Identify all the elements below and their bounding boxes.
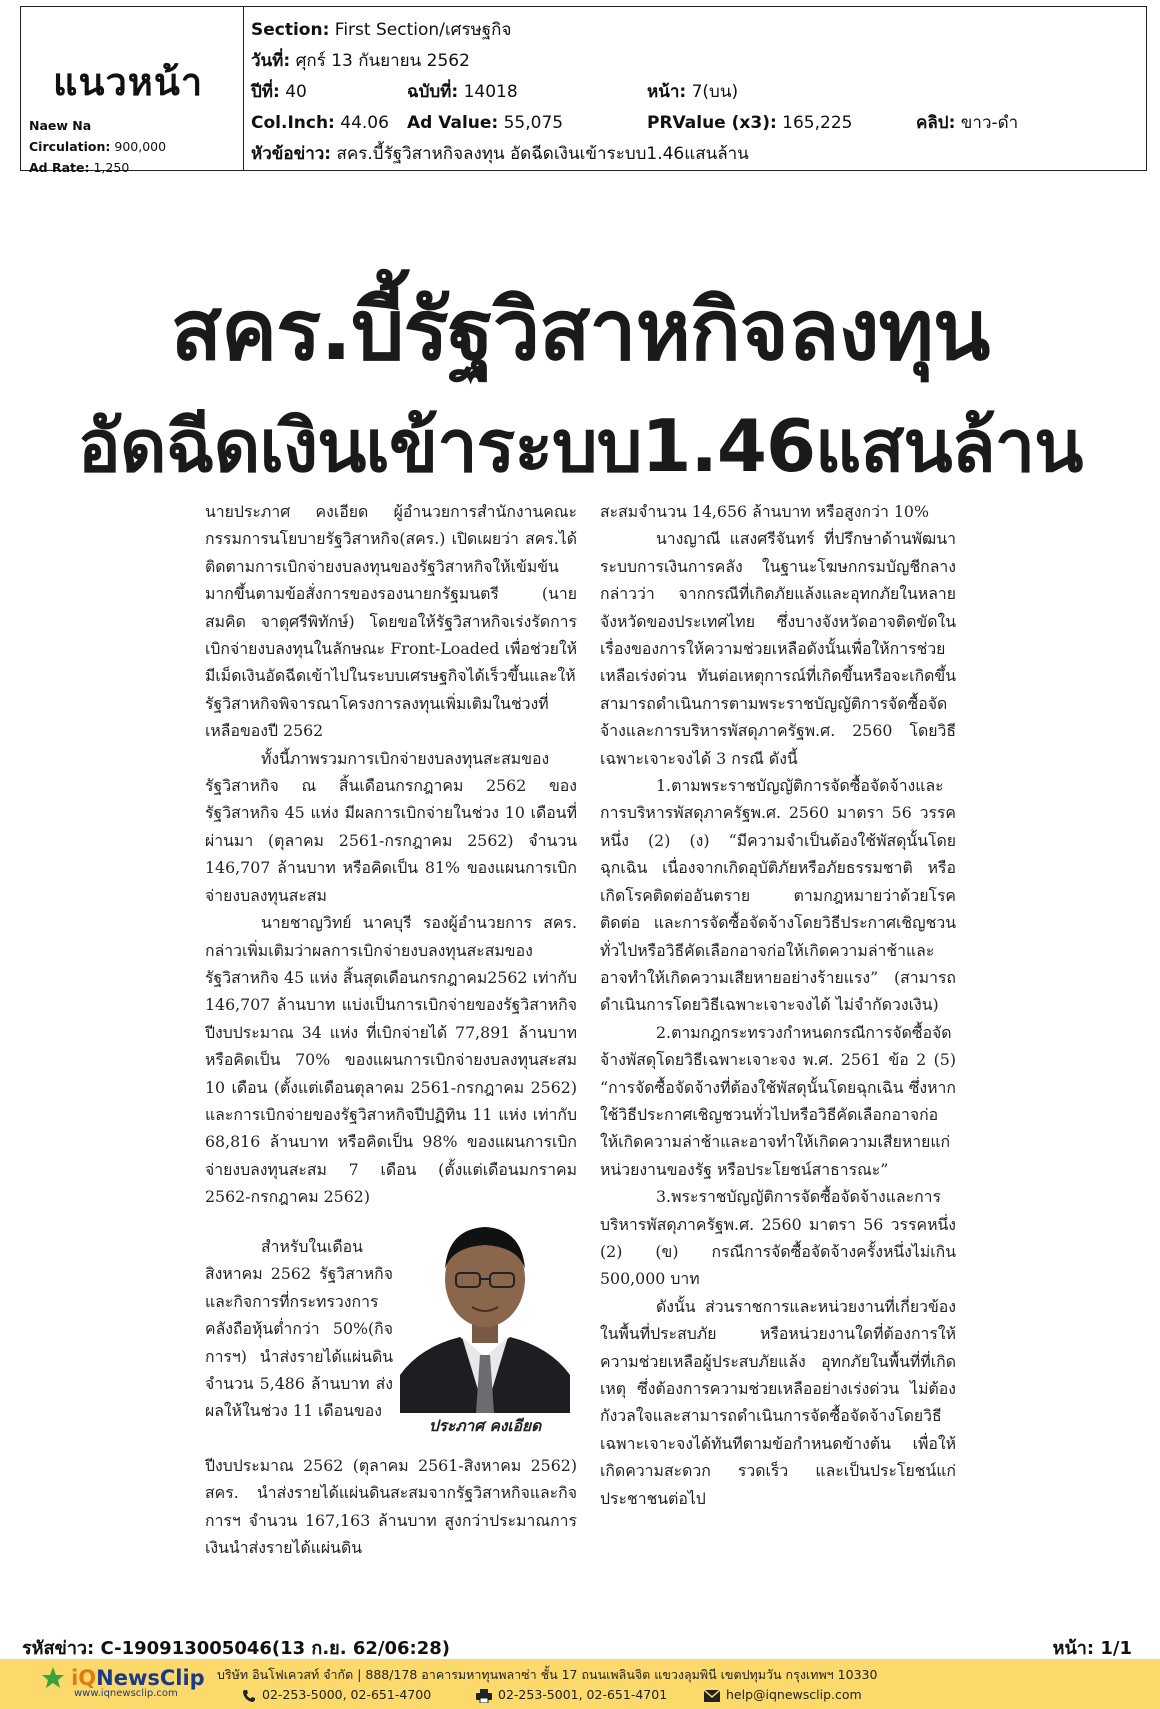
headline-line-2: อัดฉีดเงินเข้าระบบ1.46แสนล้าน — [77, 404, 1083, 488]
iqnewsclip-mark-icon — [40, 1665, 66, 1691]
article-paragraph: ปีงบประมาณ 2562 (ตุลาคม 2561-สิงหาคม 2562) สคร. นำส่งรายได้แผ่นดินสะสมจากรัฐวิสาหกิจและกิจการฯ จำนวน 167,163 ล้านบาท สูงกว่าประมาณการเงินนำส่งรายได้แผ่นดิน — [205, 1456, 577, 1558]
footer-bar — [0, 1659, 1160, 1709]
value-row — [251, 108, 1141, 139]
circulation-label: Circulation: — [29, 139, 111, 154]
footer-address: บริษัท อินโฟเควสท์ จำกัด | 888/178 อาคารมหาทุนพลาซ่า ชั้น 17 ถนนเพลินจิต แขวงลุมพินี เขตปทุมวัน กรุงเทพฯ 10330 — [217, 1667, 878, 1682]
colinch-label: Col.Inch: — [251, 113, 335, 133]
article-paragraph: สำหรับในเดือนสิงหาคม 2562 รัฐวิสาหกิจและกิจการที่กระทรวงการคลังถือหุ้นต่ำกว่า 50%(กิจการฯ) นำส่งรายได้แผ่นดิน จำนวน 5,486 ล้านบาท ส่งผลให้ในช่วง 11 เดือนของ — [205, 1237, 393, 1421]
page-number: หน้า: 1/1 — [1052, 1638, 1132, 1659]
year-value: 40 — [285, 82, 307, 102]
article-paragraph: นายชาญวิทย์ นาคบุรี รองผู้อำนวยการ สคร. กล่าวเพิ่มเติมว่าผลการเบิกจ่ายงบลงทุนสะสมของรัฐวิสาหกิจ 45 แห่ง สิ้นสุดเดือนกรกฎาคม2562 เท่ากับ 146,707 ล้านบาท แบ่งเป็นการเบิกจ่ายของรัฐวิสาหกิจปีงบประมาณ 34 แห่ง ที่เบิกจ่ายได้ 77,891 ล้านบาท หรือคิดเป็น 70% ของแผนการเบิกจ่ายงบลงทุนสะสม 10 เดือน (ตั้งแต่เดือนตุลาคม 2561-กรกฎาคม 2562) และการเบิกจ่ายของรัฐวิสาหกิจปีปฏิทิน 11 แห่ง เท่ากับ 68,816 ล้านบาท หรือคิดเป็น 98% ของแผนการเบิกจ่ายงบลงทุนสะสม 7 เดือน (ตั้งแต่เดือนมกราคม 2562-กรกฎาคม 2562) — [205, 913, 577, 1207]
email-icon — [704, 1690, 720, 1702]
page-label: หน้า: — [647, 82, 687, 102]
article-column-1 — [205, 498, 577, 1211]
headline-row — [251, 139, 1141, 170]
fax-numbers: 02-253-5001, 02-651-4701 — [498, 1687, 668, 1702]
news-id: รหัสข่าว: C-190913005046(13 ก.ย. 62/06:28) — [22, 1638, 450, 1659]
issue-label: ฉบับที่: — [407, 82, 459, 102]
brand-name — [71, 1666, 205, 1690]
article-paragraph: 3.พระราชบัญญัติการจัดซื้อจัดจ้างและการบริหารพัสดุภาครัฐพ.ศ. 2560 มาตรา 56 วรรคหนึ่ง (2) (ข) กรณีการจัดซื้อจัดจ้างครั้งหนึ่งไม่เกิน 500,000 บาท — [600, 1187, 956, 1289]
prvalue-value: 165,225 — [782, 113, 853, 133]
publication-box — [21, 7, 244, 175]
page-value: 7(บน) — [691, 82, 739, 102]
clip-metadata — [251, 15, 1141, 170]
article-column-1-wrap — [205, 1233, 393, 1425]
ad-rate-value: 1,250 — [93, 160, 130, 175]
photo-caption: ประภาศ คงเอียด — [428, 1416, 542, 1435]
colinch-value: 44.06 — [340, 113, 389, 133]
email-contact — [704, 1687, 862, 1702]
date-label: วันที่: — [251, 51, 291, 71]
section-label: Section: — [251, 20, 330, 40]
brand-prefix: iQ — [71, 1666, 97, 1690]
phone-numbers: 02-253-5000, 02-651-4700 — [262, 1687, 432, 1702]
section-row — [251, 15, 1141, 46]
article-paragraph: 2.ตามกฎกระทรวงกำหนดกรณีการจัดซื้อจัดจ้างพัสดุโดยวิธีเฉพาะเจาะจง พ.ศ. 2561 ข้อ 2 (5) “การจัดซื้อจัดจ้างที่ต้องใช้พัสดุนั้นโดยฉุกเฉิน ซึ่งหากใช้วิธีประกาศเชิญชวนทั่วไปหรือวิธีคัดเลือกอาจก่อให้เกิดความล่าช้าและอาจทำให้เกิดความเสียหายแก่หน่วยงานของรัฐ หรือประโยชน์สาธารณะ” — [600, 1022, 956, 1179]
clip-header — [20, 6, 1147, 175]
circulation-row — [29, 136, 166, 157]
article-paragraph: สะสมจำนวน 14,656 ล้านบาท หรือสูงกว่า 10% — [600, 502, 929, 521]
publication-name: Naew Na — [29, 118, 92, 133]
issue-row — [251, 77, 1141, 108]
advalue-value: 55,075 — [503, 113, 564, 133]
phone-contact — [242, 1687, 431, 1703]
fax-contact — [476, 1687, 667, 1703]
headline-label: หัวข้อข่าว: — [251, 144, 332, 164]
prvalue-label: PRValue (x3): — [647, 113, 777, 133]
section-value: First Section/เศรษฐกิจ — [334, 20, 512, 40]
phone-icon — [242, 1689, 256, 1703]
article-paragraph: นายประภาศ คงเอียด ผู้อำนวยการสำนักงานคณะกรรมการนโยบายรัฐวิสาหกิจ(สคร.) เปิดเผยว่า สคร.ได้ติดตามการเบิกจ่ายงบลงทุนของรัฐวิสาหกิจให้เข้มข้นมากขึ้นตามข้อสั่งการของรองนายกรัฐมนตรี (นายสมคิด จาตุศรีพิทักษ์) โดยขอให้รัฐวิสาหกิจเร่งรัดการเบิกจ่ายงบลงทุนในลักษณะ Front-Loaded เพื่อช่วยให้มีเม็ดเงินอัดฉีดเข้าไปในระบบเศรษฐกิจได้เร็วขึ้นและให้รัฐวิสาหกิจพิจารณาโครงการลงทุนเพิ่มเติมในช่วงที่เหลือของปี 2562 — [205, 502, 577, 741]
clip-value: ขาว-ดำ — [960, 113, 1019, 133]
circulation-value: 900,000 — [114, 139, 167, 154]
article-paragraph: ดังนั้น ส่วนราชการและหน่วยงานที่เกี่ยวข้องในพื้นที่ประสบภัย หรือหน่วยงานใดที่ต้องการให้ความช่วยเหลือผู้ประสบภัยแล้ง อุทกภัยในพื้นที่ที่เกิดเหตุ ซึ่งต้องการความช่วยเหลืออย่างเร่งด่วน ไม่ต้องกังวลใจและสามารถดำเนินการจัดซื้อจัดจ้างโดยวิธีเฉพาะเจาะจงได้ทันทีตามข้อกำหนดข้างต้น เพื่อให้เกิดความสะดวก รวดเร็ว และเป็นประโยชน์แก่ประชาชนต่อไป — [600, 1296, 956, 1508]
brand-url: www.iqnewsclip.com — [74, 1688, 178, 1699]
ad-rate-label: Ad Rate: — [29, 160, 90, 175]
portrait-illustration — [400, 1207, 570, 1413]
article-paragraph: 1.ตามพระราชบัญญัติการจัดซื้อจัดจ้างและการบริหารพัสดุภาครัฐพ.ศ. 2560 มาตรา 56 วรรคหนึ่ง (2) (ง) “มีความจำเป็นต้องใช้พัสดุนั้นโดยฉุกเฉิน เนื่องจากเกิดอุบัติภัยหรือภัยธรรมชาติ หรือเกิดโรคติดต่ออันตราย ตามกฎหมายว่าด้วยโรคติดต่อ และการจัดซื้อจัดจ้างโดยวิธีประกาศเชิญชวนทั่วไปหรือวิธีคัดเลือกอาจก่อให้เกิดความล่าช้าและอาจทำให้เกิดความเสียหายอย่างร้ายแรง” (สามารถดำเนินการโดยวิธีเฉพาะเจาะจงได้ ไม่จำกัดวงเงิน) — [600, 776, 956, 1015]
article-paragraph: ทั้งนี้ภาพรวมการเบิกจ่ายงบลงทุนสะสมของรัฐวิสาหกิจ ณ สิ้นเดือนกรกฎาคม 2562 ของรัฐวิสาหกิจ 45 แห่ง มีผลการเบิกจ่ายในช่วง 10 เดือนที่ผ่านมา (ตุลาคม 2561-กรกฎาคม 2562) จำนวน 146,707 ล้านบาท หรือคิดเป็น 81% ของแผนการเบิกจ่ายงบลงทุนสะสม — [205, 748, 577, 905]
article-column-1-bottom — [205, 1452, 577, 1562]
headline-line-1: สคร.บี้รัฐวิสาหกิจลงทุน — [170, 281, 990, 379]
date-value: ศุกร์ 13 กันยายน 2562 — [295, 51, 470, 71]
advalue-label: Ad Value: — [407, 113, 499, 133]
brand-rest: NewsClip — [96, 1666, 205, 1690]
headline-value: สคร.บี้รัฐวิสาหกิจลงทุน อัดฉีดเงินเข้าระบบ1.46แสนล้าน — [336, 144, 749, 164]
clip-label: คลิป: — [916, 113, 956, 133]
iqnewsclip-logo — [40, 1665, 205, 1699]
article-column-2 — [600, 498, 956, 1512]
article-paragraph: นางญาณี แสงศรีจันทร์ ที่ปรึกษาด้านพัฒนาระบบการเงินการคลัง ในฐานะโฆษกกรมบัญชีกลาง กล่าวว่า จากกรณีที่เกิดภัยแล้งและอุทกภัยในหลายจังหวัดของประเทศไทย ซึ่งบางจังหวัดอาจติดขัดในเรื่องของการให้ความช่วยเหลือดังนั้นเพื่อให้การช่วยเหลือเร่งด่วน ทันต่อเหตุการณ์ที่เกิดขึ้นหรือจะเกิดขึ้น สามารถดำเนินการตามพระราชบัญญัติการจัดซื้อจัดจ้างและการบริหารพัสดุภาครัฐพ.ศ. 2560 โดยวิธีเฉพาะเจาะจงได้ 3 กรณี ดังนี้ — [600, 529, 956, 768]
fax-icon — [476, 1689, 492, 1703]
portrait-photo — [400, 1207, 570, 1413]
date-row — [251, 46, 1141, 77]
email-address: help@iqnewsclip.com — [726, 1687, 862, 1702]
publication-logo: แนวหน้า — [53, 60, 204, 104]
ad-rate-row — [29, 157, 166, 178]
year-label: ปีที่: — [251, 82, 280, 102]
publication-meta — [29, 115, 166, 178]
issue-value: 14018 — [463, 82, 518, 102]
